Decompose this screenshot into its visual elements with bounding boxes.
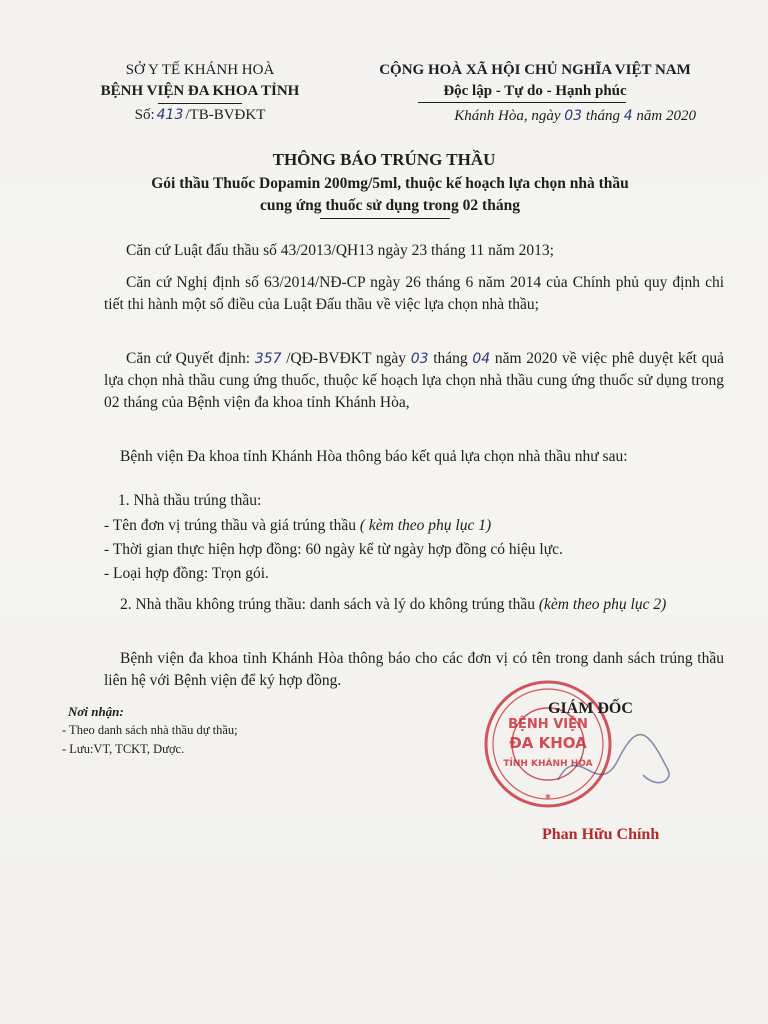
losing-bidder-text: 2. Nhà thầu không trúng thầu: danh sách và lý do không trúng thầu	[120, 596, 535, 613]
document-number-prefix: Số:	[134, 107, 155, 123]
decision-mid-2: tháng	[433, 350, 468, 367]
winning-bidder-item-1	[104, 517, 491, 535]
date-prefix: Khánh Hòa, ngày	[454, 108, 561, 124]
title-rule	[320, 218, 450, 219]
stamp-line-2: ĐA KHOA	[509, 734, 587, 752]
decision-rest: năm 2020 về việc phê duyệt kết quả lựa chọn nhà thầu cung ứng thuốc, thuộc kế hoạch lựa chọn nhà thầu cung ứng thuốc sử dụng trong 02 tháng của Bệnh viện đa khoa tỉnh Khánh Hòa,	[104, 350, 725, 411]
subtitle-line-2: cung ứng thuốc sử dụng trong 02 tháng	[260, 197, 520, 214]
document-title: THÔNG BÁO TRÚNG THẦU	[272, 150, 496, 169]
national-title: CỘNG HOÀ XÃ HỘI CHỦ NGHĨA VIỆT NAM	[379, 62, 691, 78]
signature-role: GIÁM ĐỐC	[548, 700, 633, 717]
header-right-rule	[418, 102, 626, 103]
signer-name: Phan Hữu Chính	[542, 826, 660, 843]
losing-bidder-annex: (kèm theo phụ lục 2)	[538, 596, 667, 613]
document-number	[60, 105, 340, 126]
winning-bidder-item-1-annex: ( kèm theo phụ lục 1)	[359, 517, 492, 534]
svg-text:✶: ✶	[543, 792, 553, 803]
decision-month-handwritten: 04	[472, 351, 491, 367]
winning-bidder-item-3: - Loại hợp đồng: Trọn gói.	[104, 565, 269, 582]
national-motto: Độc lập - Tự do - Hạnh phúc	[443, 83, 627, 99]
decision-mid-1: /QĐ-BVĐKT ngày	[286, 350, 407, 367]
recipient-item: - Theo danh sách nhà thầu dự thầu;	[62, 723, 238, 737]
document-number-suffix: /TB-BVĐKT	[185, 107, 266, 123]
subtitle-line-1: Gói thầu Thuốc Dopamin 200mg/5ml, thuộc kế hoạch lựa chọn nhà thầu	[151, 175, 629, 192]
legal-basis-law: Căn cứ Luật đấu thầu số 43/2013/QH13 ngày 23 tháng 11 năm 2013;	[126, 242, 554, 259]
winning-bidder-item-2: - Thời gian thực hiện hợp đồng: 60 ngày kể từ ngày hợp đồng có hiệu lực.	[104, 541, 563, 558]
stamp-line-3: TỈNH KHÁNH HÒA	[503, 759, 593, 769]
issuing-authority: SỞ Y TẾ KHÁNH HOÀ	[125, 62, 275, 78]
announcement-intro: Bệnh viện Đa khoa tỉnh Khánh Hòa thông báo kết quả lựa chọn nhà thầu như sau:	[120, 448, 628, 465]
winning-bidder-item-1-text: - Tên đơn vị trúng thầu và giá trúng thầu	[104, 517, 356, 534]
recipient-item: - Lưu:VT, TCKT, Dược.	[62, 742, 185, 756]
closing-paragraph: Bệnh viện đa khoa tỉnh Khánh Hòa thông báo cho các đơn vị có tên trong danh sách trúng thầu liên hệ với Bệnh viện để ký hợp đồng.	[104, 650, 724, 689]
recipients-title: Nơi nhận:	[68, 704, 124, 719]
decision-prefix: Căn cứ Quyết định:	[126, 350, 251, 367]
legal-basis-decree: Căn cứ Nghị định số 63/2014/NĐ-CP ngày 26 tháng 6 năm 2014 của Chính phủ quy định chi tiết thi hành một số điều của Luật Đấu thầu về việc lựa chọn nhà thầu;	[104, 274, 724, 313]
header-left-block	[60, 60, 340, 126]
document-subtitle	[110, 173, 670, 217]
header-right-block	[348, 60, 722, 102]
decision-day-handwritten: 03	[410, 351, 429, 367]
issue-date-line	[454, 108, 696, 125]
hospital-name: BỆNH VIỆN ĐA KHOA TỈNH	[100, 83, 300, 99]
date-day-handwritten: 03	[564, 108, 583, 124]
date-year: năm 2020	[636, 108, 696, 124]
header-left-rule	[158, 103, 242, 104]
date-month-label: tháng	[585, 108, 620, 124]
decision-number-handwritten: 357	[254, 351, 282, 367]
handwritten-signature	[548, 720, 688, 810]
document-number-handwritten: 413	[156, 107, 184, 123]
date-month-handwritten: 4	[623, 108, 633, 124]
stamp-line-1: BỆNH VIỆN	[508, 717, 588, 732]
winning-bidder-heading: 1. Nhà thầu trúng thầu:	[118, 492, 262, 509]
legal-basis-decision	[104, 348, 724, 414]
losing-bidder-section	[104, 594, 724, 616]
